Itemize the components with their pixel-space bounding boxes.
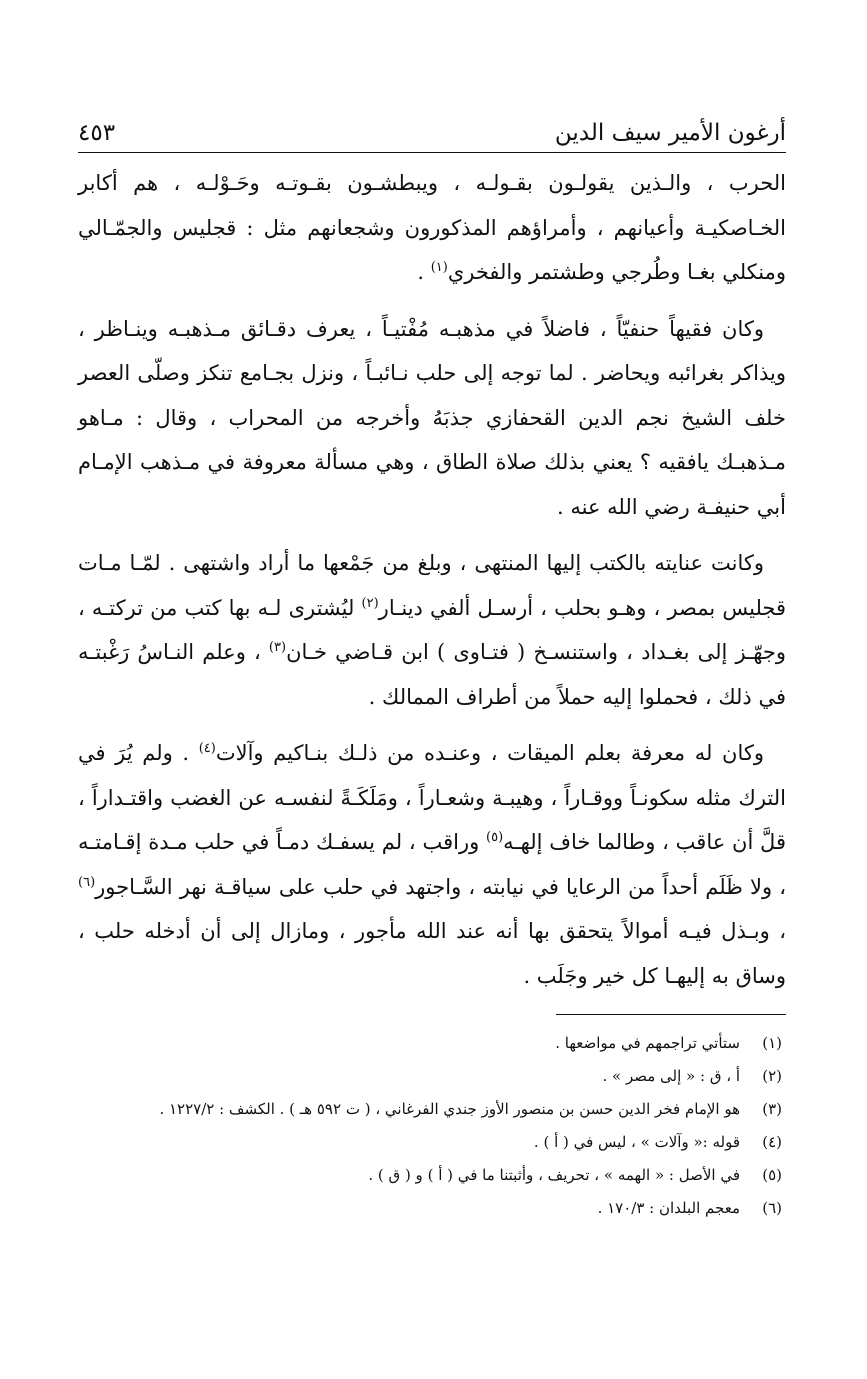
running-title: أرغون الأمير سيف الدين xyxy=(554,120,786,146)
footnote-reference: (٢) xyxy=(361,595,379,611)
footnote xyxy=(78,1159,786,1192)
footnote xyxy=(78,1093,786,1126)
footnote xyxy=(78,1060,786,1093)
footnote-reference: (٤) xyxy=(198,741,216,756)
paragraph-text: ، وعلم النـاسُ رَغْبتـه في ذلك ، فحملوا إليه حملاً من أطراف الممالك . xyxy=(78,640,786,709)
book-page xyxy=(78,118,786,1225)
paragraph xyxy=(78,307,786,530)
paragraph xyxy=(78,541,786,719)
footnote xyxy=(78,1192,786,1225)
paragraph-text: وراقب ، لم يسفـك دمـاً في حلب مـدة إقـامتـه ، ولا ظَلَم أحداً من الرعايا في نيابته ، واجتهد في حلب على سياقـة نهر السَّـاجور xyxy=(78,830,786,899)
footnote-number: (١) xyxy=(762,1034,782,1052)
footnote-separator xyxy=(556,1014,786,1015)
paragraph-text: وكان فقيهاً حنفيّاً ، فاضلاً في مذهبـه مُفْتيـاً ، يعرف دقـائق مـذهبـه وينـاظر ، ويذاكر بغرائبه ويحاضر . لما توجه إلى حلب نـائبـاً ، ونزل بجـامع تنكز وصلّى العصر خلف الشيخ نجم الدين القحفازي جذبَهُ وأخرجه من المحراب ، وقال : مـاهو مـذهبـك يافقيه ؟ يعني بذلك صلاة الطاق ، وهي مسألة معروفة في مـذهب الإمـام أبي حنيفـة رضي الله عنه . xyxy=(78,316,786,519)
paragraph xyxy=(78,161,786,295)
footnote xyxy=(78,1126,786,1159)
footnote-text: ستأتي تراجمهم في مواضعها . xyxy=(555,1034,740,1052)
paragraph-text: . ولم يُرَ في الترك مثله سكونـاً ووقـاراً ، وهيبـة وشعـاراً ، ومَلَكَـةً لنفسـه عن الغضب واقتـداراً ، قلَّ أن عاقب ، وطالما خاف إلهـه xyxy=(78,741,787,854)
paragraph-text: وكان له معرفة بعلم الميقات ، وعنـده من ذلـك بنـاكيم وآلات xyxy=(215,741,764,765)
paragraph-text: الحرب ، والـذين يقولـون بقـولـه ، ويبطشـون بقـوتـه وحَـوْلـه ، هم أكابر الخـاصكيـة وأعيانهم ، وأمراؤهم المذكورون وشجعانهم مثل : قجليس والجمّـالي ومنكلي بغـا وطُرجي وطشتمر والفخري xyxy=(78,171,786,284)
running-header xyxy=(78,118,786,153)
paragraph-text: ، وبـذل فيـه أموالاً يتحقق بها أنه عند الله مأجور ، ومازال إلى أن أدخله حلب ، وساق به إليهـا كل خير وجَلَب . xyxy=(78,919,786,988)
paragraph-text: وكانت عنايته بالكتب إليها المنتهى ، وبلغ من جَمْعها ما أراد واشتهى . لمّـا مـات قجليس بمصر ، وهـو بحلب ، أرسـل ألفي دينـار xyxy=(78,551,786,620)
footnote-reference: (٦) xyxy=(78,874,96,890)
footnote-number: (٣) xyxy=(762,1100,782,1118)
footnote-text: هو الإمام فخر الدين حسن بن منصور الأوز جندي الفرغاني ، ( ت ٥٩٢ هـ ) . الكشف : ١٢٢٧/٢ . xyxy=(159,1100,740,1118)
footnote-text: قوله :« وآلات » ، ليس في ( أ ) . xyxy=(533,1133,740,1151)
footnote-number: (٥) xyxy=(762,1166,782,1184)
footnote xyxy=(78,1027,786,1060)
footnote-reference: (٣) xyxy=(268,640,287,655)
footnote-text: أ ، ق : « إلى مصر » . xyxy=(602,1067,740,1085)
body-text xyxy=(78,161,786,998)
footnote-number: (٤) xyxy=(762,1133,782,1151)
footnotes-list xyxy=(78,1027,786,1225)
footnote-text: معجم البلدان : ١٧٠/٣ . xyxy=(597,1199,740,1217)
paragraph-text: ليُشترى لـه بها كتب من تركتـه ، وجهّـز إلى بغـداد ، واستنسـخ ( فتـاوى ) ابن قـاضي خـان xyxy=(78,595,786,664)
paragraph xyxy=(78,731,786,998)
footnote-text: في الأصل : « الهمه » ، تحريف ، وأثبتنا ما في ( أ ) و ( ق ) . xyxy=(368,1166,740,1184)
page-number: ٤٥٣ xyxy=(78,120,116,146)
paragraph-text: . xyxy=(417,260,431,284)
footnote-reference: (١) xyxy=(430,260,448,275)
footnote-number: (٦) xyxy=(762,1199,782,1217)
footnote-number: (٢) xyxy=(762,1067,782,1085)
footnote-reference: (٥) xyxy=(486,830,504,845)
